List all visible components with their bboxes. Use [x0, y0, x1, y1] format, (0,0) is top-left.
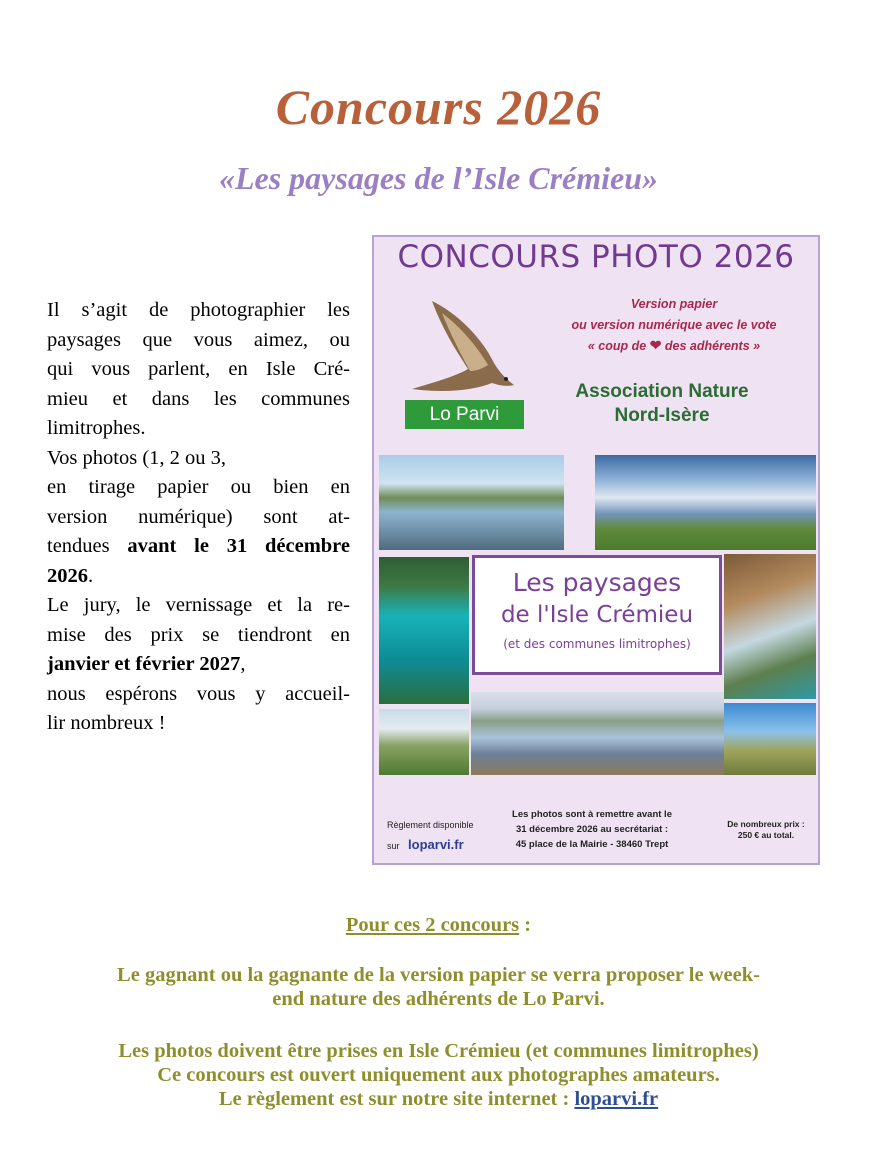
- assoc-line: Nord-Isère: [614, 405, 710, 426]
- rules-info: [387, 815, 497, 856]
- version-line: ou version numérique avec le vote: [571, 317, 777, 332]
- submission-info: [492, 807, 692, 852]
- contests-heading-text: Pour ces 2 concours: [345, 914, 520, 936]
- assoc-line: Association Nature: [575, 381, 749, 402]
- poster-site-link[interactable]: loparvi.fr: [408, 837, 464, 852]
- deadline-year: 2026: [47, 564, 88, 587]
- rules-text: Le règlement est sur notre site internet :: [218, 1088, 575, 1110]
- intro-line: mise des prix se tiendront en: [47, 623, 350, 646]
- heart-icon: ❤: [649, 337, 662, 353]
- prizes-line: 250 € au total.: [737, 830, 795, 840]
- intro-line: [47, 562, 350, 592]
- intro-text-fragment: tendues: [47, 535, 110, 557]
- waterfall-photo: [724, 554, 816, 699]
- heading-colon: :: [519, 914, 532, 936]
- rules-paragraph: [0, 1039, 877, 1111]
- version-line: [539, 335, 809, 357]
- intro-line: Il s’agit de photographier les: [47, 299, 350, 321]
- rules-line: Les photos doivent être prises en Isle Crémieu (et communes limitrophes): [118, 1040, 759, 1062]
- rules-line: [0, 1087, 877, 1111]
- page-subtitle: «Les paysages de l’Isle Crémieu»: [218, 160, 659, 196]
- theme-line: Les paysages: [512, 568, 682, 597]
- theme-note: (et des communes limitrophes): [503, 637, 691, 651]
- intro-line: version numérique) sont at-: [47, 505, 350, 528]
- contest-poster: [372, 235, 820, 865]
- intro-line: Le jury, le vernissage et la re-: [47, 594, 350, 616]
- intro-line: mieu et dans les communes: [47, 387, 350, 410]
- intro-line: paysages que vous aimez, ou: [47, 328, 350, 351]
- lo-parvi-badge: Lo Parvi: [405, 400, 524, 429]
- intro-text-fragment: ,: [240, 653, 246, 675]
- site-link[interactable]: loparvi.fr: [574, 1088, 659, 1110]
- intro-line: en tirage papier ou bien en: [47, 476, 350, 498]
- prizes-info: [714, 819, 818, 841]
- prize-paragraph: [0, 963, 877, 1011]
- intro-line: nous espérons vous y accueil-: [47, 682, 350, 705]
- intro-line: lir nombreux !: [47, 712, 166, 734]
- submission-line: Les photos sont à remettre avant le: [512, 809, 672, 820]
- version-info: [539, 294, 809, 357]
- prize-line: end nature des adhérents de Lo Parvi.: [272, 988, 605, 1010]
- cloudy-field-photo: [595, 455, 816, 550]
- contests-heading: [0, 913, 877, 937]
- rules-link-line: [387, 835, 497, 856]
- deadline-emphasis: avant le 31 décembre: [127, 535, 351, 557]
- submission-line: 31 décembre 2026 au secrétariat :: [515, 824, 669, 835]
- poster-title: CONCOURS PHOTO 2026: [397, 239, 795, 275]
- marsh-landscape-photo: [471, 692, 724, 775]
- vote-text: « coup de: [587, 339, 647, 353]
- vote-text: des adhérents »: [664, 339, 761, 353]
- intro-line: Vos photos (1, 2 ou 3,: [47, 446, 227, 469]
- intro-text: [47, 296, 350, 739]
- page-title: Concours 2026: [275, 79, 602, 135]
- intro-text-fragment: .: [88, 564, 94, 587]
- prize-line: Le gagnant ou la gagnante de la version papier se verra proposer le week-: [117, 964, 760, 986]
- theme-box: [472, 555, 722, 675]
- submission-line: 45 place de la Mairie - 38460 Trept: [515, 839, 669, 850]
- rules-text: sur: [387, 841, 400, 851]
- grassland-photo: [724, 703, 816, 775]
- tree-meadow-photo: [379, 709, 469, 775]
- rules-line: Ce concours est ouvert uniquement aux photographes amateurs.: [157, 1064, 720, 1086]
- theme-line: de l'Isle Crémieu: [500, 602, 694, 628]
- intro-line: qui vous parlent, en Isle Cré-: [47, 358, 350, 380]
- turquoise-pond-photo: [379, 557, 469, 704]
- intro-line: limitrophes.: [47, 417, 146, 439]
- intro-line: [47, 532, 350, 562]
- event-dates-emphasis: janvier et février 2027: [47, 653, 241, 675]
- prizes-line: De nombreux prix :: [727, 819, 805, 829]
- version-line: Version papier: [630, 297, 718, 311]
- hawk-image: [402, 293, 522, 403]
- lake-reflection-photo: [379, 455, 564, 550]
- rules-text: Règlement disponible: [387, 820, 474, 830]
- intro-line: [47, 650, 350, 680]
- association-name: [542, 380, 782, 428]
